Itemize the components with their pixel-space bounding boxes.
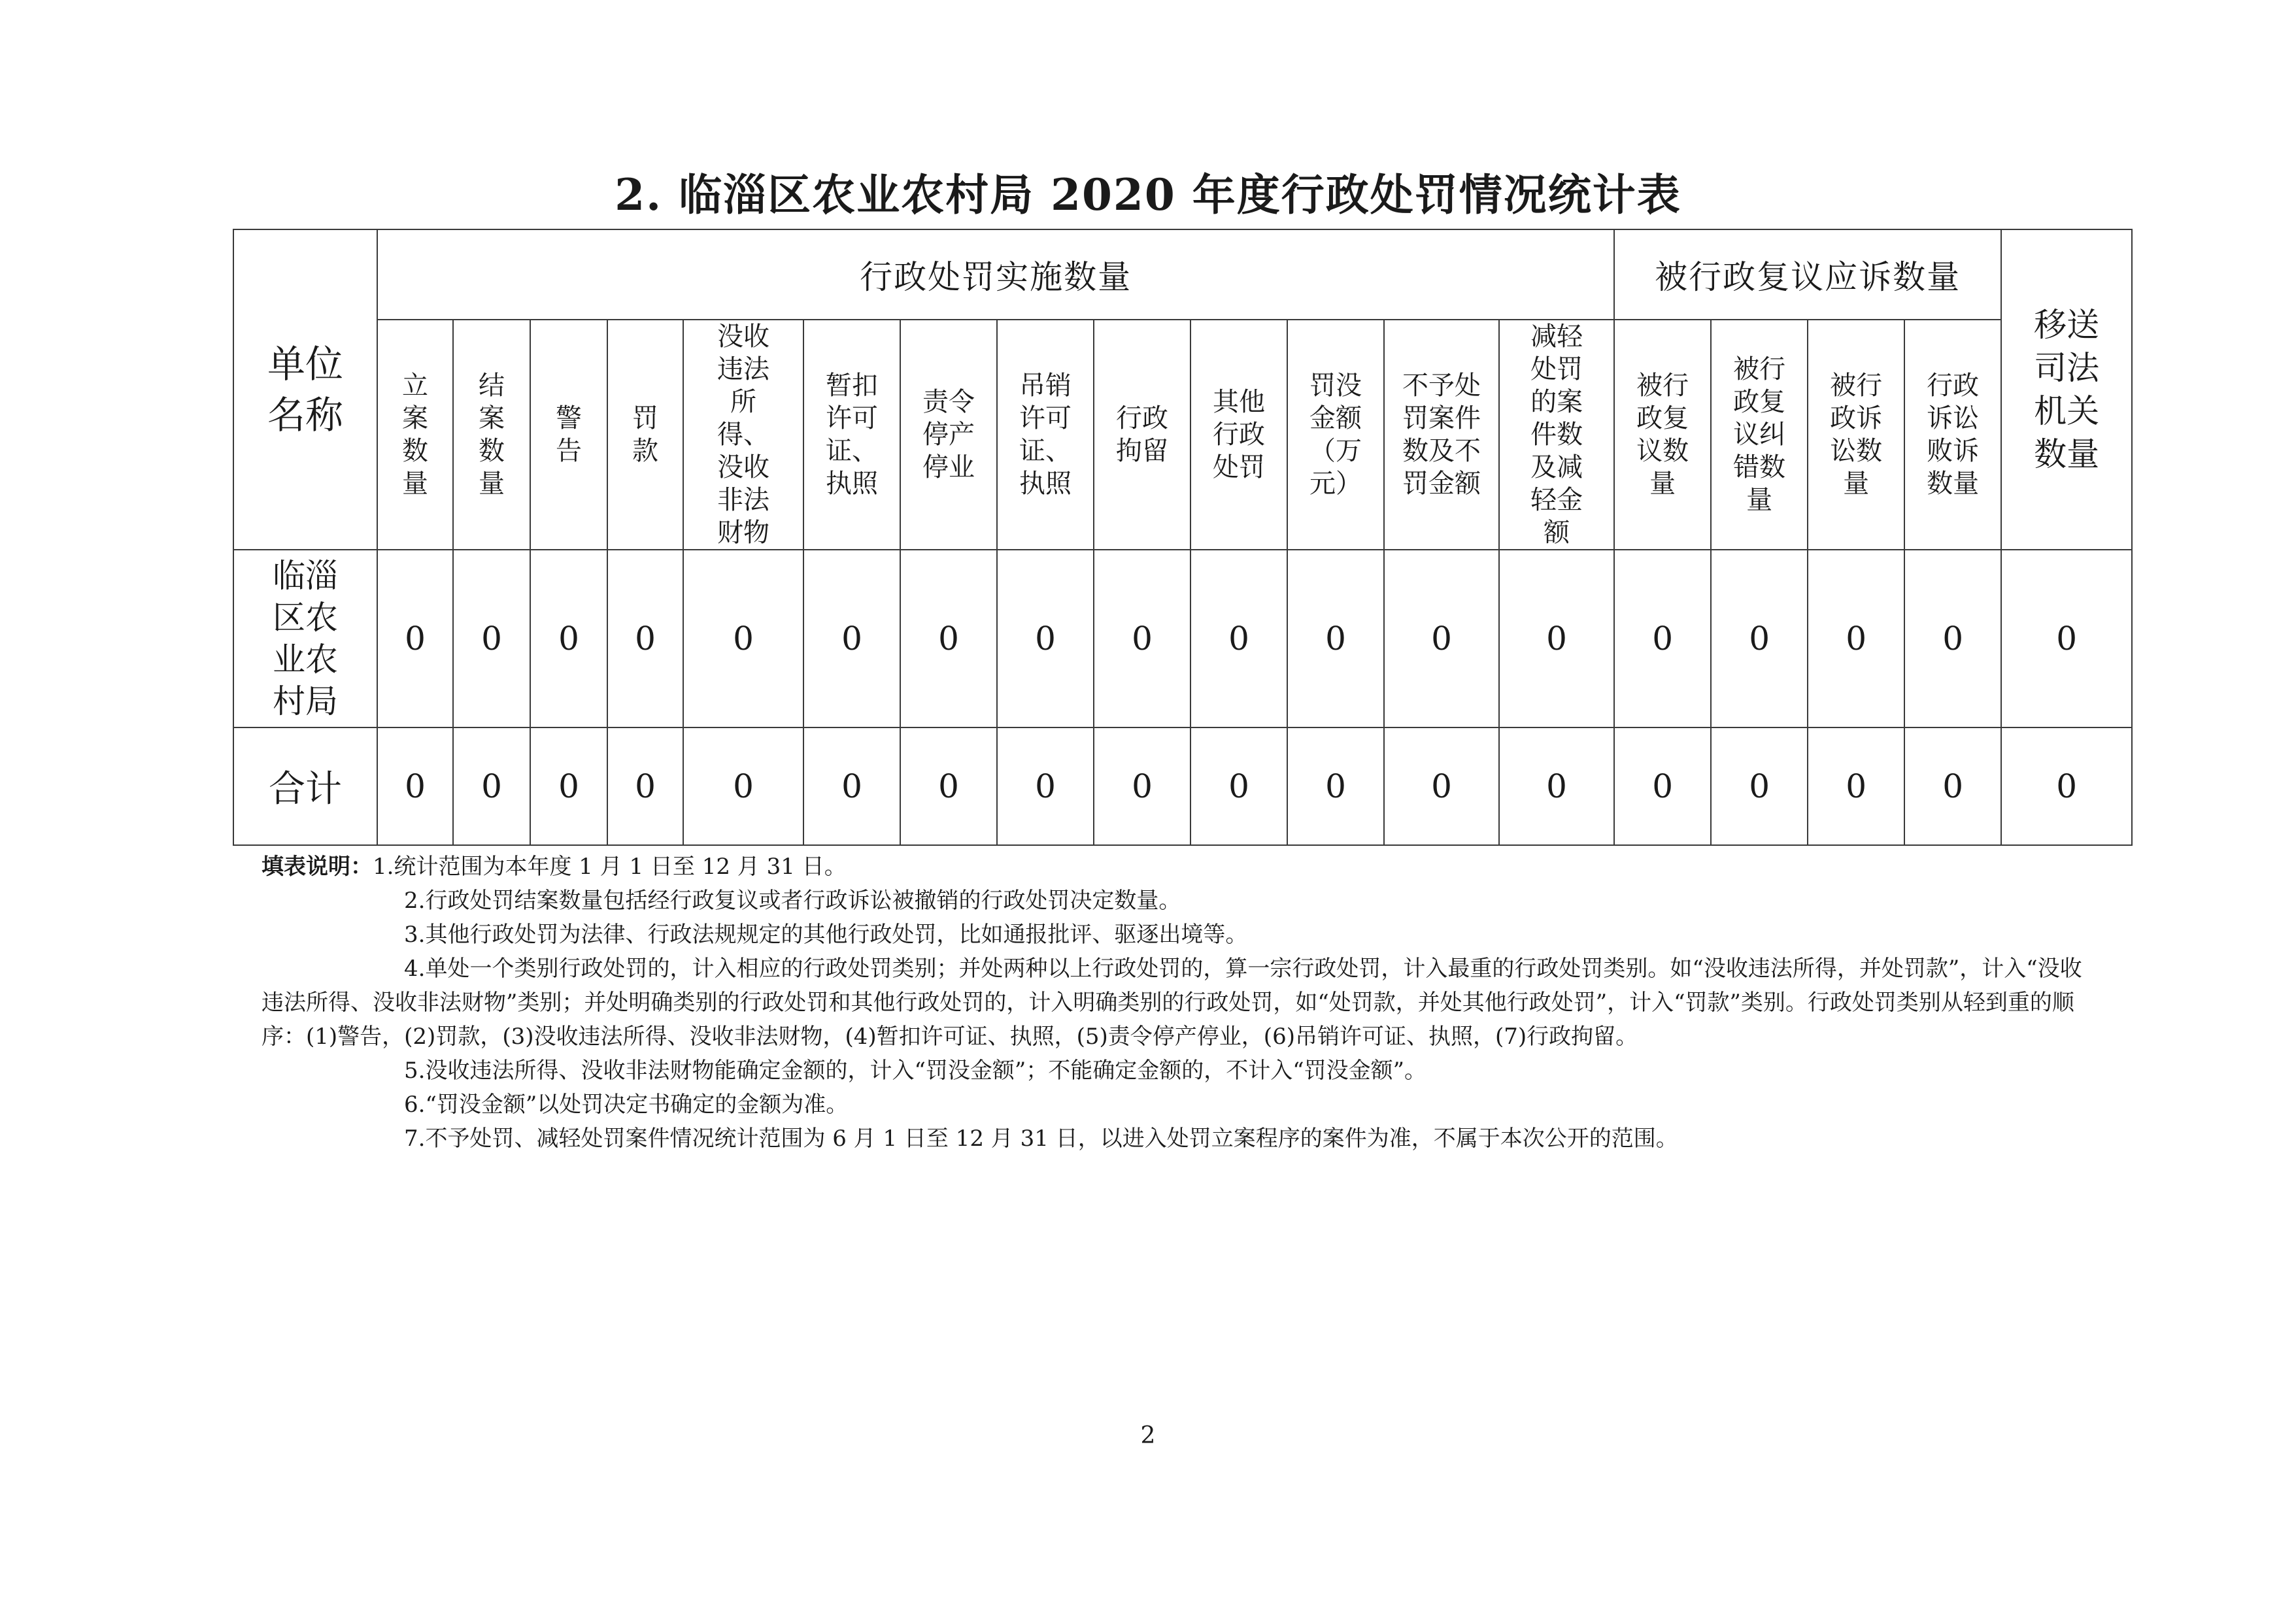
table-cell: 0 [900,727,997,845]
table-cell: 0 [530,727,607,845]
note-item: 2.行政处罚结案数量包括经行政复议或者行政诉讼被撤销的行政处罚决定数量。 [404,888,1181,914]
table-cell: 0 [997,727,1094,845]
column-header: 没收违法所得、没收非法财物 [683,320,803,550]
column-header: 行政诉讼败诉数量 [1904,320,2001,550]
table-cell: 0 [1384,727,1499,845]
table-cell: 0 [1287,550,1384,727]
column-header: 被行政复议纠错数量 [1711,320,1808,550]
column-header: 立案数量 [377,320,453,550]
note-item: 4.单处一个类别行政处罚的，计入相应的行政处罚类别；并处两种以上行政处罚的，算一宗行政处罚，计入最重的行政处罚类别。如“没收违法所得，并处罚款”，计入“没收违法所得、没收非法财物”类别；并处明确类别的行政处罚和其他行政处罚的，计入明确类别的行政处罚，如“处罚款，并处其他行政处罚”，计入“罚款”类别。行政处罚类别从轻到重的顺序：(1)警告，(2)罚款，(3)没收违法所得、没收非法财物，(4)暂扣许可证、执照，(5)责令停产停业，(6)吊销许可证、执照，(7)行政拘留。 [262,956,2082,1050]
note-item: 1.统计范围为本年度 1 月 1 日至 12 月 31 日。 [373,854,847,880]
table-cell: 0 [1711,550,1808,727]
column-header: 其他行政处罚 [1190,320,1287,550]
column-header: 罚没金额（万元） [1287,320,1384,550]
row-label-total: 合计 [233,727,377,845]
table-cell: 0 [1808,550,1904,727]
row-label-unit: 临淄区农业农村局 [233,550,377,727]
table-cell: 0 [803,550,900,727]
review-group-header: 被行政复议应诉数量 [1614,229,2001,320]
table-cell: 0 [1499,550,1614,727]
table-cell: 0 [2001,727,2132,845]
penalty-statistics-table [233,229,2133,846]
table-cell: 0 [997,550,1094,727]
note-item: 5.没收违法所得、没收非法财物能确定金额的，计入“罚没金额”；不能确定金额的，不计入“罚没金额”。 [404,1058,1427,1084]
column-header: 减轻处罚的案件数及减轻金额 [1499,320,1614,550]
table-cell: 0 [607,550,683,727]
column-header: 暂扣许可证、执照 [803,320,900,550]
column-header: 行政拘留 [1094,320,1190,550]
table-cell: 0 [453,727,530,845]
table-cell: 0 [1190,727,1287,845]
transfer-header: 移送司法机关数量 [2001,229,2132,550]
table-cell: 0 [1384,550,1499,727]
column-header: 被行政诉讼数量 [1808,320,1904,550]
table-cell: 0 [377,727,453,845]
table-cell: 0 [1904,727,2001,845]
table-cell: 0 [1614,727,1711,845]
table-cell: 0 [1904,550,2001,727]
column-header: 结案数量 [453,320,530,550]
table-cell: 0 [2001,550,2132,727]
note-item: 7.不予处罚、减轻处罚案件情况统计范围为 6 月 1 日至 12 月 31 日，以进入处罚立案程序的案件为准，不属于本次公开的范围。 [404,1126,1678,1152]
page-title: 2. 临淄区农业农村局 2020 年度行政处罚情况统计表 [615,169,1681,220]
column-header: 吊销许可证、执照 [997,320,1094,550]
table-cell: 0 [1808,727,1904,845]
table-cell: 0 [377,550,453,727]
table-cell: 0 [530,550,607,727]
column-header: 警告 [530,320,607,550]
table-cell: 0 [1094,550,1190,727]
table-cell: 0 [1614,550,1711,727]
table-cell: 0 [1287,727,1384,845]
table-cell: 0 [1094,727,1190,845]
column-header: 被行政复议数量 [1614,320,1711,550]
table-cell: 0 [607,727,683,845]
table-cell: 0 [900,550,997,727]
table-cell: 0 [1499,727,1614,845]
table-cell: 0 [453,550,530,727]
column-header: 罚款 [607,320,683,550]
table-cell: 0 [683,727,803,845]
notes-lead: 填表说明： [262,854,373,880]
table-cell: 0 [1711,727,1808,845]
table-cell: 0 [803,727,900,845]
page-number: 2 [1140,1422,1156,1449]
column-header: 不予处罚案件数及不罚金额 [1384,320,1499,550]
column-header: 责令停产停业 [900,320,997,550]
note-item: 3.其他行政处罚为法律、行政法规规定的其他行政处罚，比如通报批评、驱逐出境等。 [404,922,1248,948]
table-cell: 0 [1190,550,1287,727]
note-item: 6.“罚没金额”以处罚决定书确定的金额为准。 [404,1092,849,1118]
table-cell: 0 [683,550,803,727]
fill-notes [262,850,2092,1156]
unit-name-header: 单位名称 [233,229,377,550]
penalty-group-header: 行政处罚实施数量 [377,229,1614,320]
